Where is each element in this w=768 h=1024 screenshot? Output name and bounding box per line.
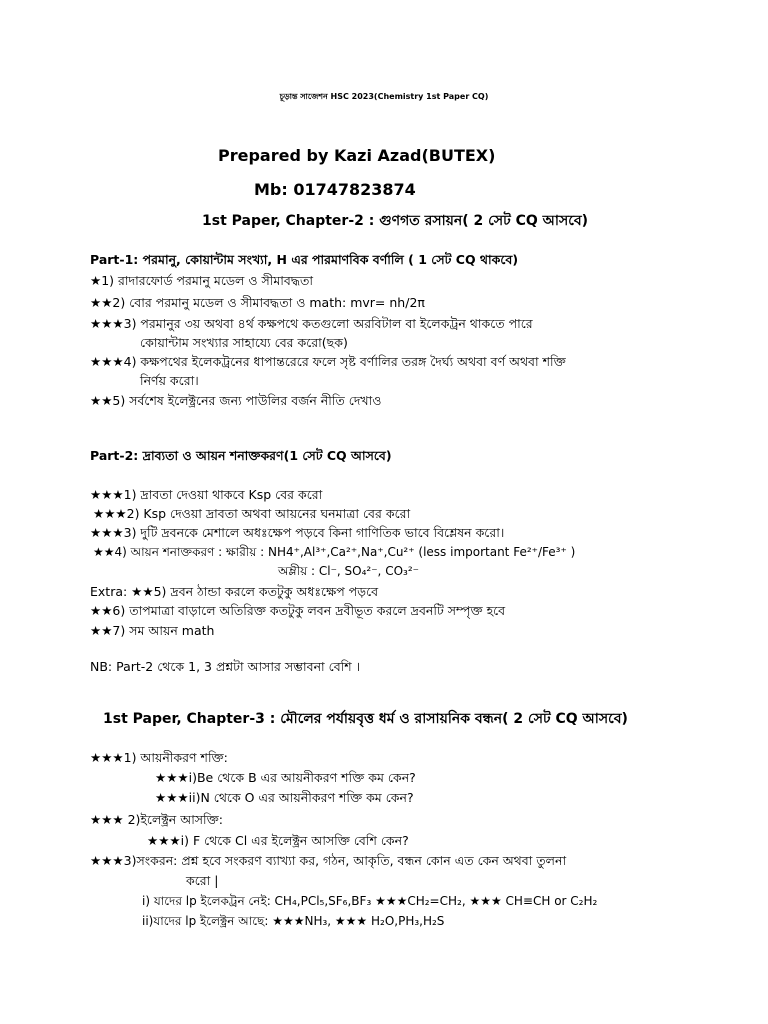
list-item: ★★★3) দুটি দ্রবনকে মেশালে অধঃক্ষেপ পড়বে কিনা গাণিতিক ভাবে বিশ্লেষন করো। bbox=[90, 525, 505, 540]
list-item-sub: ★★★i) F থেকে Cl এর ইলেক্ট্রন আসক্তি বেশি কেন? bbox=[147, 833, 409, 848]
list-item-sub: ★★★i)Be থেকে B এর আয়নীকরণ শক্তি কম কেন? bbox=[155, 770, 416, 785]
list-item: ★★★1) আয়নীকরণ শক্তি: bbox=[90, 750, 228, 765]
list-item-sub: i) যাদের lp ইলেকট্রন নেই: CH₄,PCl₅,SF₆,BF₃ ★★★CH₂=CH₂, ★★★ CH≡CH or C₂H₂ bbox=[142, 894, 598, 908]
list-item: ★★★3)সংকরন: প্রশ্ন হবে সংকরণ ব্যাখ্যা কর, গঠন, আকৃতি, বন্ধন কোন এত কেন অথবা তুলনা bbox=[90, 853, 567, 868]
list-item: Extra: ★★5) দ্রবন ঠান্ডা করলে কতটুকু অধঃক্ষেপ পড়বে bbox=[90, 584, 379, 599]
list-item: ★★5) সর্বশেষ ইলেক্ট্রনের জন্য পাউলির বর্জন নীতি দেখাও bbox=[90, 393, 382, 408]
mobile-number: Mb: 01747823874 bbox=[254, 180, 416, 199]
list-item-sub: ★★★ii)N থেকে O এর আয়নীকরণ শক্তি কম কেন? bbox=[155, 790, 414, 805]
list-item: ★★2) বোর পরমানু মডেল ও সীমাবদ্ধতা ও math: mvr= nh/2π bbox=[90, 295, 425, 310]
list-item: ★★★ 2)ইলেক্ট্রন আসক্তি: bbox=[90, 812, 223, 827]
list-item: ★★7) সম আয়ন math bbox=[90, 623, 215, 638]
list-item: ★★★2) Ksp দেওয়া দ্রাবতা অথবা আয়নের ঘনমাত্রা বের করো bbox=[93, 506, 411, 521]
list-item: ★★★4) কক্ষপথের ইলেকট্রনের ধাপান্তরেরে ফলে সৃষ্ট বর্ণালির তরঙ্গ দৈর্ঘ্য অথবা বর্ণ অথবা শক্তি bbox=[90, 354, 566, 369]
document-title: চূড়ান্ত সাজেশন HSC 2023(Chemistry 1st Paper CQ) bbox=[279, 92, 489, 101]
list-item: ★★4) আয়ন শনাক্তকরণ : ক্ষারীয় : NH4⁺,Al³⁺,Ca²⁺,Na⁺,Cu²⁺ (less important Fe²⁺/Fe³⁺ ) bbox=[93, 545, 576, 559]
list-item-continuation: করো | bbox=[186, 873, 219, 888]
chapter-2-heading: 1st Paper, Chapter-2 : গুণগত রসায়ন( 2 সেট CQ আসবে) bbox=[202, 213, 589, 229]
list-item-sub: ii)যাদের lp ইলেক্ট্রন আছে: ★★★NH₃, ★★★ H₂O,PH₃,H₂S bbox=[142, 914, 445, 928]
part-2-heading: Part-2: দ্রাব্যতা ও আয়ন শনাক্তকরণ(1 সেট CQ আসবে) bbox=[90, 448, 392, 463]
author-line: Prepared by Kazi Azad(BUTEX) bbox=[218, 146, 496, 165]
list-item-continuation: অম্লীয় : Cl⁻, SO₄²⁻, CO₃²⁻ bbox=[278, 564, 419, 578]
list-item: ★★6) তাপমাত্রা বাড়ালে অতিরিক্ত কতটুকু লবন দ্রবীভূত করলে দ্রবনটি সম্পৃক্ত হবে bbox=[90, 603, 506, 618]
list-item: ★★★3) পরমানুর ৩য় অথবা ৪র্থ কক্ষপথে কতগুলো অরবিটাল বা ইলেকট্রন থাকতে পারে bbox=[90, 316, 533, 331]
list-item-continuation: কোয়ান্টাম সংখ্যার সাহায্যে বের করো(ছক) bbox=[140, 335, 348, 350]
chapter-3-heading: 1st Paper, Chapter-3 : মৌলের পর্যায়বৃত্ত ধর্ম ও রাসায়নিক বন্ধন( 2 সেট CQ আসবে) bbox=[103, 711, 628, 727]
list-item-continuation: নির্ণয় করো। bbox=[140, 373, 199, 388]
part-1-heading: Part-1: পরমানু, কোয়ান্টাম সংখ্যা, H এর পারমাণবিক বর্ণালি ( 1 সেট CQ থাকবে) bbox=[90, 252, 519, 267]
list-item: ★★★1) দ্রাবতা দেওয়া থাকবে Ksp বের করো bbox=[90, 487, 323, 502]
list-item: ★1) রাদারফোর্ড পরমানু মডেল ও সীমাবদ্ধতা bbox=[90, 273, 314, 288]
note-text: NB: Part-2 থেকে 1, 3 প্রশ্নটা আসার সম্ভাবনা বেশি । bbox=[90, 659, 361, 674]
